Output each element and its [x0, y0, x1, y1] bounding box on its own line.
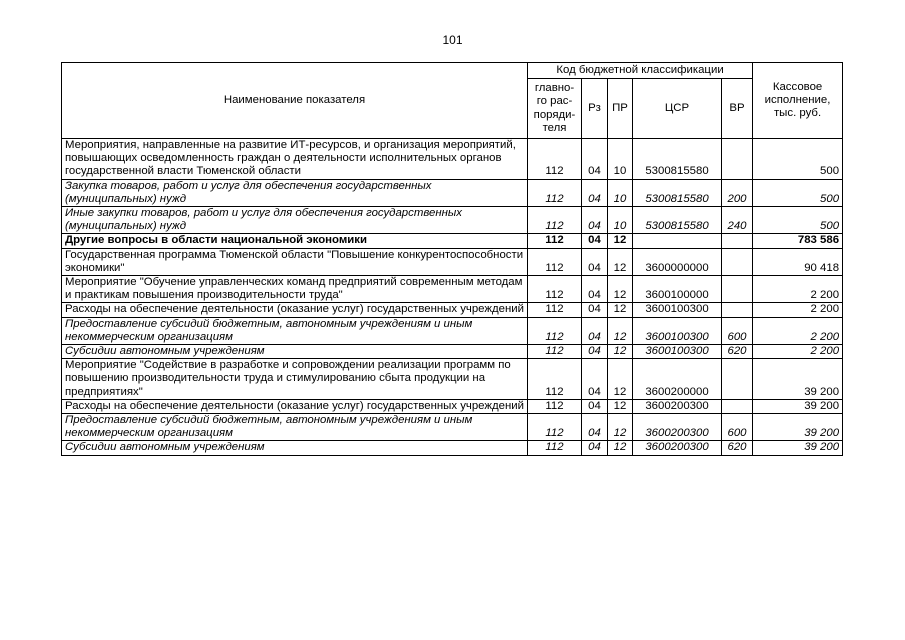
cell-chief-administrator: 112 [528, 441, 582, 455]
cell-csr: 3600200300 [633, 441, 722, 455]
cell-amount: 2 200 [753, 276, 843, 303]
cell-csr: 5300815580 [633, 139, 722, 180]
table-row [62, 276, 843, 303]
cell-vr [722, 276, 753, 303]
table-row [62, 399, 843, 413]
cell-csr: 3600200300 [633, 414, 722, 441]
cell-amount: 500 [753, 139, 843, 180]
table-row [62, 303, 843, 317]
cell-name: Субсидии автономным учреждениям [62, 441, 528, 455]
budget-table [61, 62, 843, 456]
cell-name: Иные закупки товаров, работ и услуг для обеспечения государственных (муниципальных) нужд [62, 207, 528, 234]
cell-csr: 3600000000 [633, 248, 722, 275]
cell-csr: 3600200300 [633, 399, 722, 413]
cell-amount: 500 [753, 207, 843, 234]
cell-pr: 12 [608, 441, 633, 455]
cell-pr: 10 [608, 207, 633, 234]
cell-pr: 12 [608, 234, 633, 248]
cell-pr: 12 [608, 317, 633, 344]
cell-name: Мероприятие "Обучение управленческих команд предприятий современным методам и практикам повышения производительности труда" [62, 276, 528, 303]
cell-amount: 2 200 [753, 345, 843, 359]
cell-amount: 783 586 [753, 234, 843, 248]
cell-pr: 12 [608, 414, 633, 441]
header-rz: Рз [582, 79, 608, 139]
table-body [62, 139, 843, 456]
cell-chief-administrator: 112 [528, 234, 582, 248]
page-number: 101 [442, 33, 463, 47]
cell-name: Предоставление субсидий бюджетным, автономным учреждениям и иным некоммерческим организациям [62, 317, 528, 344]
cell-chief-administrator: 112 [528, 359, 582, 400]
header-amount: Кассовое исполнение, тыс. руб. [753, 63, 843, 139]
cell-csr [633, 234, 722, 248]
cell-amount: 2 200 [753, 303, 843, 317]
cell-amount: 2 200 [753, 317, 843, 344]
cell-csr: 3600100300 [633, 303, 722, 317]
table-row [62, 234, 843, 248]
header-pr: ПР [608, 79, 633, 139]
cell-chief-administrator: 112 [528, 139, 582, 180]
cell-chief-administrator: 112 [528, 303, 582, 317]
table-row [62, 441, 843, 455]
cell-amount: 39 200 [753, 399, 843, 413]
cell-chief-administrator: 112 [528, 179, 582, 206]
cell-rz: 04 [582, 207, 608, 234]
cell-vr: 620 [722, 441, 753, 455]
cell-name: Закупка товаров, работ и услуг для обеспечения государственных (муниципальных) нужд [62, 179, 528, 206]
cell-vr [722, 303, 753, 317]
cell-pr: 12 [608, 248, 633, 275]
cell-name: Предоставление субсидий бюджетным, автономным учреждениям и иным некоммерческим организациям [62, 414, 528, 441]
header-classification-group: Код бюджетной классификации [528, 63, 753, 79]
cell-rz: 04 [582, 441, 608, 455]
cell-csr: 3600200000 [633, 359, 722, 400]
cell-pr: 12 [608, 359, 633, 400]
cell-chief-administrator: 112 [528, 399, 582, 413]
table-row [62, 317, 843, 344]
cell-pr: 10 [608, 179, 633, 206]
cell-vr [722, 399, 753, 413]
cell-chief-administrator: 112 [528, 345, 582, 359]
cell-rz: 04 [582, 359, 608, 400]
cell-amount: 39 200 [753, 441, 843, 455]
cell-pr: 12 [608, 399, 633, 413]
cell-amount: 500 [753, 179, 843, 206]
header-name: Наименование показателя [62, 63, 528, 139]
cell-vr: 200 [722, 179, 753, 206]
cell-csr: 3600100000 [633, 276, 722, 303]
cell-vr [722, 359, 753, 400]
cell-vr [722, 234, 753, 248]
cell-amount: 90 418 [753, 248, 843, 275]
cell-name: Расходы на обеспечение деятельности (оказание услуг) государственных учреждений [62, 399, 528, 413]
cell-name: Расходы на обеспечение деятельности (оказание услуг) государственных учреждений [62, 303, 528, 317]
table-header [62, 63, 843, 139]
cell-vr: 240 [722, 207, 753, 234]
cell-amount: 39 200 [753, 359, 843, 400]
cell-name: Мероприятие "Содействие в разработке и сопровождении реализации программ по повышению производительности труда и стимулированию сбыта продукции на предприятиях" [62, 359, 528, 400]
cell-vr: 600 [722, 317, 753, 344]
cell-chief-administrator: 112 [528, 207, 582, 234]
cell-rz: 04 [582, 179, 608, 206]
cell-rz: 04 [582, 276, 608, 303]
cell-vr [722, 248, 753, 275]
cell-vr: 600 [722, 414, 753, 441]
cell-rz: 04 [582, 399, 608, 413]
cell-rz: 04 [582, 248, 608, 275]
header-csr: ЦСР [633, 79, 722, 139]
header-vr: ВР [722, 79, 753, 139]
table-row [62, 139, 843, 180]
header-chief-administrator: главно-го рас-поряди-теля [528, 79, 582, 139]
cell-vr [722, 139, 753, 180]
cell-csr: 3600100300 [633, 317, 722, 344]
cell-rz: 04 [582, 234, 608, 248]
cell-rz: 04 [582, 345, 608, 359]
table-row [62, 248, 843, 275]
table-row [62, 414, 843, 441]
cell-amount: 39 200 [753, 414, 843, 441]
table-row [62, 179, 843, 206]
cell-chief-administrator: 112 [528, 248, 582, 275]
cell-rz: 04 [582, 317, 608, 344]
cell-vr: 620 [722, 345, 753, 359]
table-row [62, 345, 843, 359]
cell-csr: 5300815580 [633, 207, 722, 234]
table-row [62, 359, 843, 400]
cell-chief-administrator: 112 [528, 317, 582, 344]
cell-rz: 04 [582, 414, 608, 441]
cell-chief-administrator: 112 [528, 276, 582, 303]
cell-name: Государственная программа Тюменской области "Повышение конкурентоспособности экономики" [62, 248, 528, 275]
cell-csr: 5300815580 [633, 179, 722, 206]
cell-csr: 3600100300 [633, 345, 722, 359]
cell-pr: 12 [608, 303, 633, 317]
cell-pr: 12 [608, 345, 633, 359]
cell-name: Субсидии автономным учреждениям [62, 345, 528, 359]
cell-pr: 10 [608, 139, 633, 180]
cell-pr: 12 [608, 276, 633, 303]
table-row [62, 207, 843, 234]
cell-name: Другие вопросы в области национальной экономики [62, 234, 528, 248]
cell-name: Мероприятия, направленные на развитие ИТ-ресурсов, и организация мероприятий, повышающих осведомленность граждан о деятельности исполнительных органов государственной власти Тюменской области [62, 139, 528, 180]
cell-chief-administrator: 112 [528, 414, 582, 441]
cell-rz: 04 [582, 139, 608, 180]
cell-rz: 04 [582, 303, 608, 317]
